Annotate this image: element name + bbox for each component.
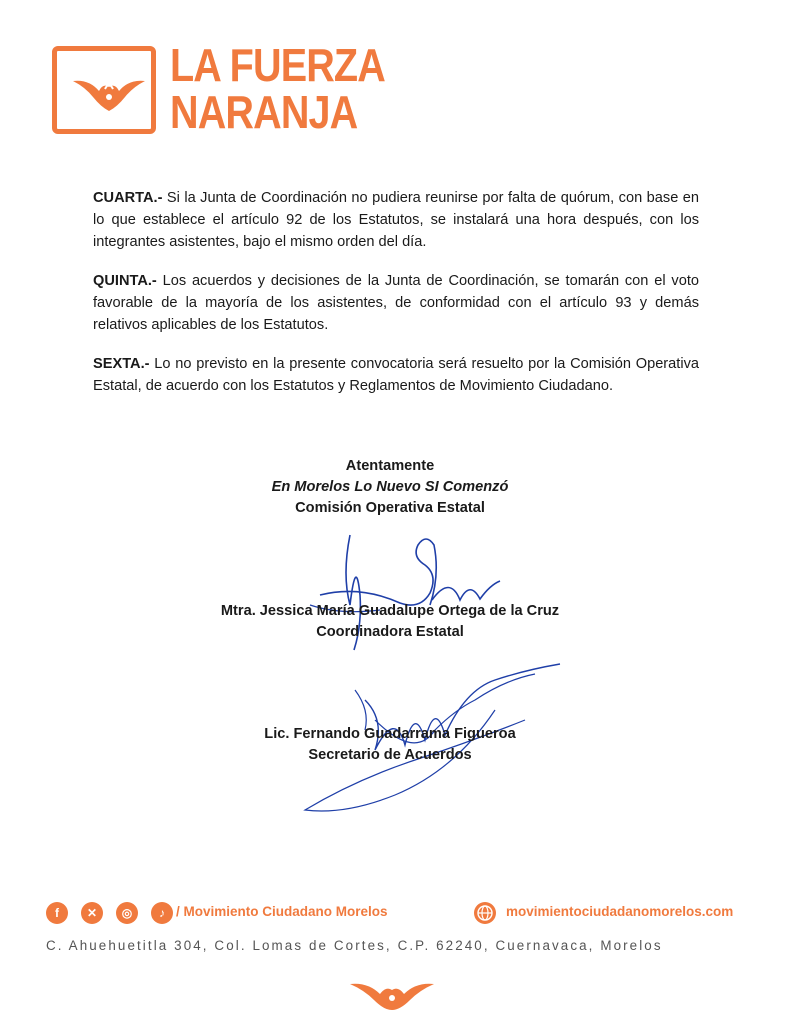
- clause-text: Si la Junta de Coordinación no pudiera reunirse por falta de quórum, con base en lo que establece el artículo 92 de los Estatutos, se instalará una hora después, con los integrantes asistentes, bajo el mismo orden del día.: [93, 190, 699, 250]
- x-icon[interactable]: ✕: [81, 902, 103, 924]
- closing-block: [160, 456, 620, 519]
- closing-salutation: Atentamente: [345, 458, 435, 474]
- logo-line-2: NARANJA: [170, 86, 358, 138]
- signer-1-role: Coordinadora Estatal: [316, 624, 464, 640]
- clause-quinta: [93, 270, 699, 336]
- closing-motto: En Morelos Lo Nuevo SI Comenzó: [271, 479, 509, 495]
- tiktok-icon[interactable]: ♪: [151, 902, 173, 924]
- clause-sexta: [93, 353, 699, 397]
- party-logo: [52, 39, 385, 146]
- clause-text: Los acuerdos y decisiones de la Junta de Coordinación, se tomarán con el voto favorable de la mayoría de los asistentes, de conformidad con el artículo 93 y demás relativos aplicables de los Estatutos.: [93, 273, 699, 333]
- footer-address: C. Ahuehuetitla 304, Col. Lomas de Cortes, C.P. 62240, Cuernavaca, Morelos: [46, 938, 663, 953]
- logo-emblem-box: [52, 46, 156, 134]
- instagram-icon[interactable]: ◎: [116, 902, 138, 924]
- footer-website-link[interactable]: movimientociudadanomorelos.com: [506, 904, 734, 919]
- globe-icon: [474, 902, 496, 924]
- clause-label: CUARTA.-: [93, 190, 163, 206]
- clause-cuarta: [93, 187, 699, 253]
- facebook-icon[interactable]: f: [46, 902, 68, 924]
- signer-1-name: Mtra. Jessica María Guadalupe Ortega de la Cruz: [220, 603, 560, 619]
- signer-2: [160, 724, 620, 766]
- signer-1: [160, 601, 620, 643]
- logo-line-1: LA FUERZA: [170, 39, 385, 91]
- footer-party-name: / Movimiento Ciudadano Morelos: [176, 904, 388, 919]
- clauses-section: [93, 187, 699, 414]
- eagle-icon: [71, 73, 147, 113]
- clause-label: SEXTA.-: [93, 356, 150, 372]
- closing-body: Comisión Operativa Estatal: [295, 500, 485, 516]
- footer-contact-row: [46, 902, 746, 926]
- signer-2-name: Lic. Fernando Guadarrama Figueroa: [264, 726, 516, 742]
- eagle-icon: [348, 978, 436, 1012]
- clause-label: QUINTA.-: [93, 273, 157, 289]
- logo-wordmark: [170, 39, 385, 138]
- signer-2-role: Secretario de Acuerdos: [308, 747, 472, 763]
- clause-text: Lo no previsto en la presente convocatoria será resuelto por la Comisión Operativa Estatal, de acuerdo con los Estatutos y Reglamentos de Movimiento Ciudadano.: [93, 356, 699, 394]
